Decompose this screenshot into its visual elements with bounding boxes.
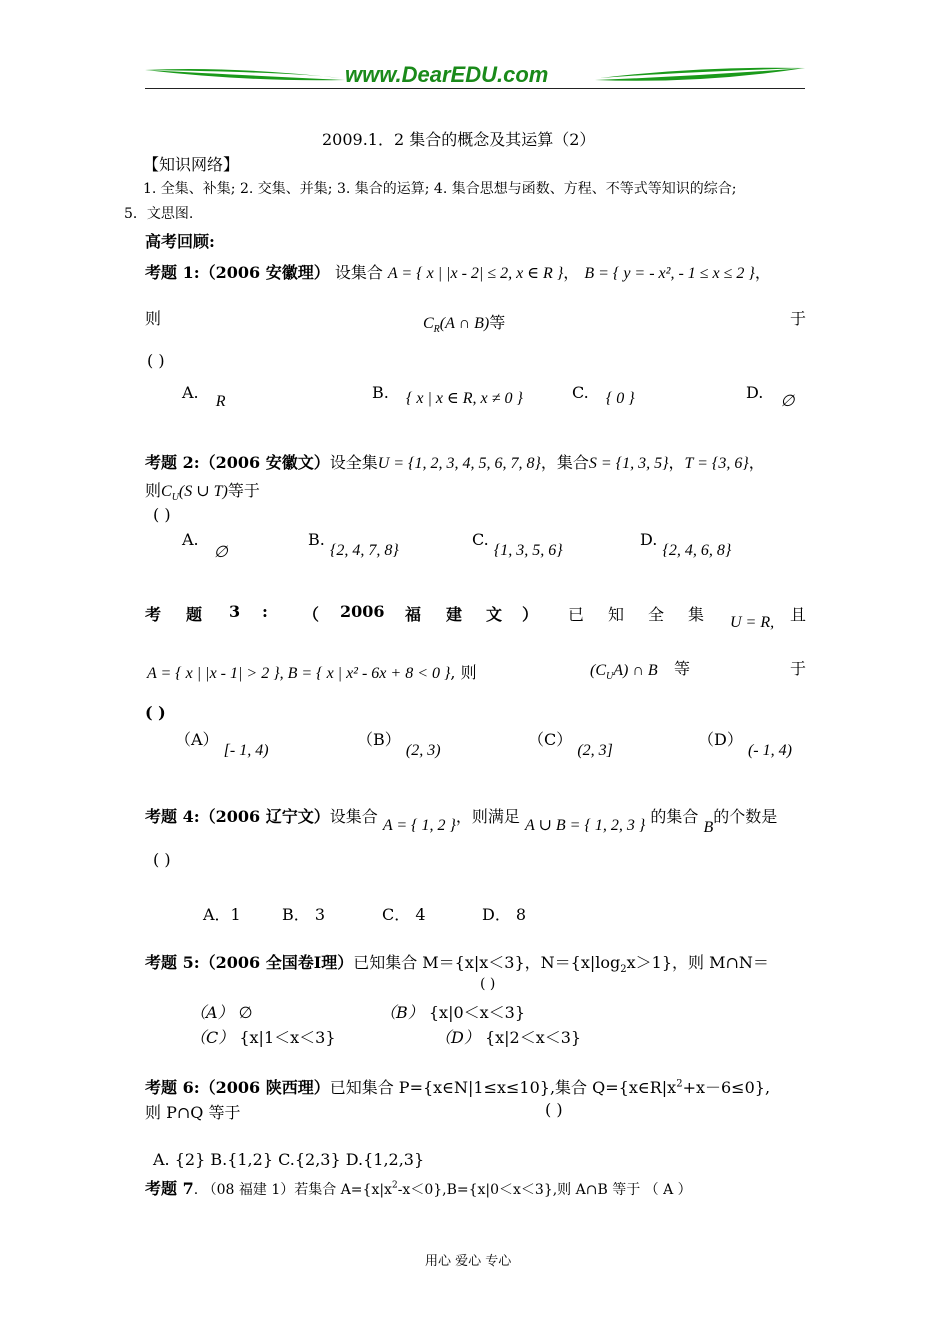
q5-option-b-label: （B） bbox=[380, 1003, 424, 1022]
q3-set-b: , B = { x | x² - 6x + 8 < 0 } bbox=[279, 665, 451, 682]
q1-paren: ( ) bbox=[147, 351, 165, 370]
q2-set-u: U = {1, 2, 3, 4, 5, 6, 7, 8} bbox=[377, 455, 541, 472]
q1-option-d-label: D. bbox=[746, 383, 764, 402]
q3-option-a bbox=[175, 727, 269, 759]
q3-label-char-11: 知 bbox=[608, 605, 625, 624]
q1-dengyu: 等 bbox=[489, 315, 506, 332]
q6-label: 考题 6:（2006 陕西理） bbox=[145, 1078, 330, 1097]
q3-option-c-value: (2, 3] bbox=[577, 742, 613, 759]
q2-expr-rest: (S ∪ T) bbox=[178, 483, 228, 500]
q2-paren: ( ) bbox=[153, 505, 171, 524]
q3-expr: (C bbox=[590, 662, 606, 679]
knowledge-heading: 【知识网络】 bbox=[143, 155, 240, 174]
q3-label-char-5: 2006 bbox=[340, 602, 385, 621]
q2-set-t: T = {3, 6} bbox=[684, 455, 749, 472]
q2-option-b-label: B. bbox=[308, 530, 325, 549]
q1-option-c bbox=[572, 383, 635, 407]
q3-label-char-9: ） bbox=[522, 605, 539, 624]
q1-end: ， bbox=[754, 263, 771, 282]
q2-text1: 设全集 bbox=[329, 453, 378, 472]
q3-label-char-3: : bbox=[262, 602, 268, 621]
q4-set-a: A = { 1, 2 } bbox=[382, 817, 456, 834]
footer: 用心 爱心 专心 bbox=[425, 1254, 512, 1269]
q5-text-end: x＞1}，则 M∩N＝ bbox=[626, 953, 769, 972]
q1-text: 设集合 bbox=[334, 263, 383, 282]
q4-line bbox=[145, 804, 778, 836]
q5-option-a-value: ∅ bbox=[238, 1003, 253, 1022]
q1-option-a-value: R bbox=[215, 393, 226, 410]
q1-expr-rest: (A ∩ B) bbox=[439, 315, 490, 332]
q2-option-a-label: A. bbox=[182, 530, 199, 549]
q6-line bbox=[145, 1075, 770, 1098]
q4-option-b: B． 3 bbox=[282, 905, 326, 924]
q2-option-c-value: {1, 3, 5, 6} bbox=[493, 542, 563, 559]
q4-option-a: A．1 bbox=[203, 905, 241, 924]
q1-expr-sub: R bbox=[433, 324, 440, 336]
q2-option-a-value: ∅ bbox=[213, 544, 228, 561]
q7-sup: 2 bbox=[391, 1180, 398, 1191]
q3-option-d bbox=[698, 727, 792, 759]
q1-label: 考题 1:（2006 安徽理） bbox=[145, 263, 330, 282]
q1-option-d-value: ∅ bbox=[780, 393, 795, 410]
q3-deng: 等 bbox=[674, 659, 691, 678]
q5-option-c-label: （C） bbox=[190, 1028, 235, 1047]
header-rule bbox=[145, 88, 805, 89]
q6-paren: ( ) bbox=[545, 1100, 563, 1119]
q3-label-char-0: 考 bbox=[145, 605, 162, 624]
q3-label-char-2: 3 bbox=[229, 602, 241, 621]
q5-option-b bbox=[380, 1000, 525, 1023]
q1-option-d bbox=[746, 383, 795, 410]
q2-option-b bbox=[308, 530, 399, 559]
q3-option-a-label: （A） bbox=[175, 730, 219, 749]
q3-option-b-label: （B） bbox=[357, 730, 401, 749]
q1-expression bbox=[423, 310, 505, 335]
q1-set-a: A = { x | |x - 2| ≤ 2, x ∈ R } bbox=[387, 265, 564, 282]
q2-ze: 则 bbox=[145, 481, 162, 500]
q4-text1: 设集合 bbox=[329, 807, 378, 826]
q2-option-d bbox=[640, 530, 732, 559]
q3-label-char-6: 福 bbox=[405, 605, 422, 624]
q5-text: 已知集合 M＝{x|x＜3}，N＝{x|log bbox=[353, 953, 621, 972]
q4-union: A ∪ B = { 1, 2, 3 } bbox=[525, 817, 646, 834]
q5-paren: ( ) bbox=[480, 976, 496, 992]
q7-text: . （08 福建 1）若集合 A={x|x bbox=[193, 1182, 392, 1198]
q5-option-d-value: {x|2＜x＜3} bbox=[484, 1028, 582, 1047]
q5-option-b-value: {x|0＜x＜3} bbox=[428, 1003, 526, 1022]
q1-option-a-label: A. bbox=[182, 383, 199, 402]
q2-text2: ，集合 bbox=[540, 453, 589, 472]
q1-set-b: B = { y = - x², - 1 ≤ x ≤ 2 } bbox=[584, 265, 755, 282]
q3-option-c bbox=[528, 727, 613, 759]
q2-text3: ， bbox=[668, 453, 685, 472]
q3-label-char-1: 题 bbox=[186, 605, 203, 624]
q4-text3: 的集合 bbox=[650, 807, 699, 826]
q1-ze: 则 bbox=[145, 309, 162, 328]
q6-text-end: +x－6≤0}, bbox=[682, 1078, 771, 1097]
q6-options: A. {2} B.{1,2} C.{2,3} D.{1,2,3} bbox=[153, 1150, 425, 1169]
q1-option-b bbox=[372, 383, 523, 407]
q1-comma: ， bbox=[563, 263, 580, 282]
q1-option-c-label: C. bbox=[572, 383, 589, 402]
q3-option-c-label: （C） bbox=[528, 730, 573, 749]
q5-label: 考题 5:（2006 全国卷I理） bbox=[145, 953, 354, 972]
q3-paren: ( ) bbox=[145, 703, 166, 722]
q3-option-d-label: （D） bbox=[698, 730, 743, 749]
q6-line2: 则 P∩Q 等于 bbox=[145, 1103, 241, 1122]
q5-option-c bbox=[190, 1025, 336, 1048]
q2-label: 考题 2:（2006 安徽文） bbox=[145, 453, 330, 472]
q2-set-s: S = {1, 3, 5} bbox=[588, 455, 669, 472]
q2-option-c-label: C. bbox=[472, 530, 489, 549]
q4-var-b: B bbox=[703, 819, 714, 836]
q3-option-b-value: (2, 3) bbox=[405, 742, 441, 759]
q5-sub: 2 bbox=[620, 964, 627, 976]
q2-line bbox=[145, 450, 765, 473]
q7-text-end: -x＜0},B={x|0＜x＜3},则 A∩B 等于 （ A ） bbox=[397, 1182, 692, 1198]
q3-expr-sub: U bbox=[606, 671, 614, 683]
q3-label-char-7: 建 bbox=[446, 605, 463, 624]
q2-line2 bbox=[145, 478, 260, 503]
q3-option-b bbox=[357, 727, 441, 759]
q7-line bbox=[145, 1176, 692, 1199]
q5-line bbox=[145, 950, 769, 975]
q7-label: 考题 7 bbox=[145, 1179, 194, 1198]
q5-option-d bbox=[435, 1025, 581, 1048]
q5-option-a bbox=[190, 1000, 253, 1023]
q3-expr-rest: A) ∩ B bbox=[613, 662, 658, 679]
q4-text2: ，则满足 bbox=[455, 807, 520, 826]
q3-ze: , 则 bbox=[450, 663, 477, 682]
q3-label-char-13: 集 bbox=[688, 605, 705, 624]
q2-expr: C bbox=[161, 483, 172, 500]
q2-option-d-value: {2, 4, 6, 8} bbox=[662, 542, 732, 559]
q2-option-c bbox=[472, 530, 563, 559]
q2-option-d-label: D. bbox=[640, 530, 658, 549]
q3-qie: 且 bbox=[790, 605, 807, 624]
q1-option-c-value: { 0 } bbox=[605, 390, 635, 407]
site-name: www.DearEDU.com bbox=[345, 62, 549, 87]
q2-dengyu: 等于 bbox=[227, 481, 260, 500]
q2-option-a bbox=[182, 530, 228, 561]
q3-line2 bbox=[147, 660, 477, 683]
q1-expr: C bbox=[423, 315, 434, 332]
q1-yu: 于 bbox=[790, 309, 807, 328]
q3-set-a: A = { x | |x - 1| > 2 } bbox=[147, 665, 280, 682]
knowledge-line-2: 5．文思图. bbox=[124, 206, 194, 222]
q3-option-a-value: [- 1, 4) bbox=[223, 742, 269, 759]
page-title: 2009.1．2 集合的概念及其运算（2） bbox=[322, 130, 596, 149]
q4-text4: 的个数是 bbox=[713, 807, 778, 826]
q5-option-d-label: （D） bbox=[435, 1028, 480, 1047]
q5-option-c-value: {x|1＜x＜3} bbox=[239, 1028, 336, 1047]
q3-yu: 于 bbox=[790, 659, 807, 678]
q3-label-char-10: 已 bbox=[568, 605, 585, 624]
review-heading: 高考回顾: bbox=[145, 232, 215, 251]
q2-text4: ， bbox=[748, 453, 765, 472]
q6-sup: 2 bbox=[676, 1078, 683, 1090]
q1-option-b-value: { x | x ∈ R, x ≠ 0 } bbox=[405, 390, 523, 407]
q1-option-b-label: B. bbox=[372, 383, 389, 402]
q5-option-a-label: （A） bbox=[190, 1003, 234, 1022]
knowledge-line-1: 1. 全集、补集; 2. 交集、并集; 3. 集合的运算; 4. 集合思想与函数、方程、不等式等知识的综合; bbox=[143, 181, 737, 197]
q1-line bbox=[145, 260, 771, 283]
q3-set-u: U = R, bbox=[730, 614, 775, 631]
q3-option-d-value: (- 1, 4) bbox=[747, 742, 792, 759]
q4-paren: ( ) bbox=[153, 850, 171, 869]
q4-option-d: D． 8 bbox=[482, 905, 527, 924]
q4-option-c: C． 4 bbox=[382, 905, 426, 924]
q4-label: 考题 4:（2006 辽宁文） bbox=[145, 807, 330, 826]
q1-option-a bbox=[182, 383, 226, 410]
q3-label-char-8: 文 bbox=[486, 605, 503, 624]
q2-option-b-value: {2, 4, 7, 8} bbox=[329, 542, 399, 559]
q2-expr-sub: U bbox=[171, 492, 179, 504]
q6-text: 已知集合 P={x∈N|1≤x≤10},集合 Q={x∈R|x bbox=[329, 1078, 677, 1097]
q3-label-char-12: 全 bbox=[648, 605, 665, 624]
q3-label-char-4: （ bbox=[303, 605, 320, 624]
q3-expression bbox=[590, 662, 658, 682]
